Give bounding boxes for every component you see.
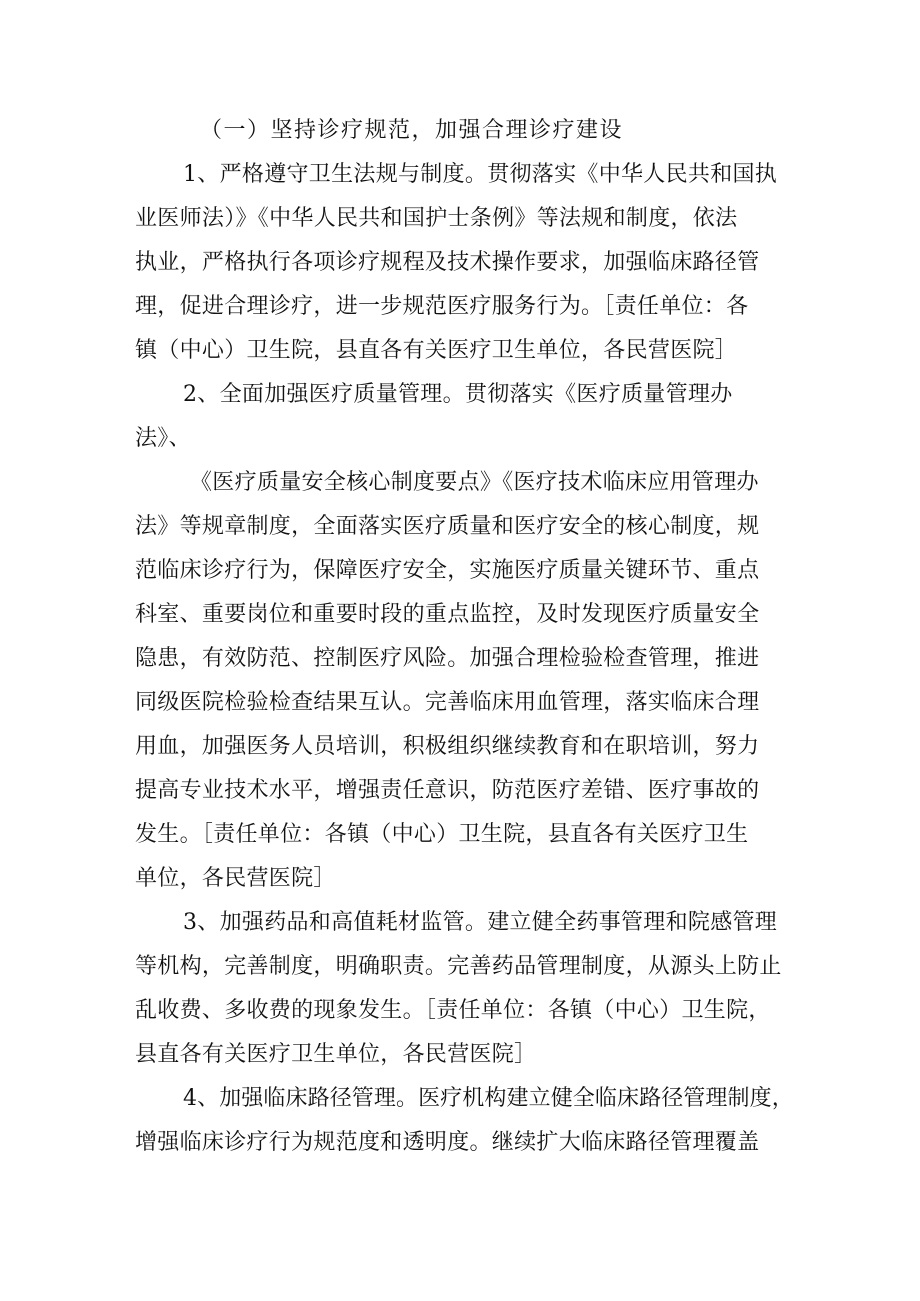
item-3-first-line — [183, 908, 777, 938]
paragraph-line: 增强临床诊疗行为规范度和透明度。继续扩大临床路径管理覆盖 — [135, 1130, 760, 1155]
paragraph-line: 县直各有关医疗卫生单位，各民营医院］ — [135, 1042, 537, 1067]
paragraph-line: 发生。［责任单位：各镇（中心）卫生院，县直各有关医疗卫生 — [135, 822, 749, 847]
paragraph-line: 《医疗质量安全核心制度要点》《医疗技术临床应用管理办 — [190, 470, 759, 495]
paragraph-line: 执业，严格执行各项诊疗规程及技术操作要求，加强临床路径管 — [135, 250, 760, 275]
item-2-first-line — [183, 380, 733, 410]
paragraph-line: 用血，加强医务人员培训，积极组织继续教育和在职培训，努力 — [135, 734, 760, 759]
item-1-first-line — [183, 160, 777, 190]
paragraph-line: 法》等规章制度，全面落实医疗质量和医疗安全的核心制度，规 — [135, 514, 760, 539]
item-number: 1、 — [183, 162, 220, 187]
paragraph-line: 范临床诊疗行为，保障医疗安全，实施医疗质量关键环节、重点 — [135, 558, 760, 583]
item-text: 加强药品和高值耗材监管。建立健全药事管理和院感管理 — [219, 910, 778, 935]
paragraph-line: 科室、重要岗位和重要时段的重点监控，及时发现医疗质量安全 — [135, 602, 760, 627]
paragraph-line: 隐患，有效防范、控制医疗风险。加强合理检验检查管理，推进 — [135, 646, 760, 671]
section-heading: （一）坚持诊疗规范，加强合理诊疗建设 — [200, 118, 624, 143]
item-number: 3、 — [183, 910, 220, 935]
paragraph-line: 提高专业技术水平，增强责任意识，防范医疗差错、医疗事故的 — [135, 778, 760, 803]
item-number: 4、 — [183, 1086, 220, 1111]
item-number: 2、 — [183, 382, 220, 407]
paragraph-line: 同级医院检验检查结果互认。完善临床用血管理，落实临床合理 — [135, 690, 760, 715]
paragraph-line: 等机构，完善制度，明确职责。完善药品管理制度，从源头上防止 — [135, 954, 782, 979]
item-text: 加强临床路径管理。医疗机构建立健全临床路径管理制度， — [219, 1086, 794, 1111]
item-text: 严格遵守卫生法规与制度。贯彻落实《中华人民共和国执 — [219, 162, 778, 187]
item-4-first-line — [183, 1084, 794, 1114]
paragraph-line: 乱收费、多收费的现象发生。［责任单位：各镇（中心）卫生院， — [135, 998, 771, 1023]
paragraph-line: 业医师法）》《中华人民共和国护士条例》等法规和制度，依法 — [135, 206, 738, 231]
paragraph-line: 镇（中心）卫生院，县直各有关医疗卫生单位，各民营医院］ — [135, 338, 738, 363]
item-text: 全面加强医疗质量管理。贯彻落实《医疗质量管理办 — [219, 382, 733, 407]
paragraph-line: 单位，各民营医院］ — [135, 866, 336, 891]
paragraph-line: 理，促进合理诊疗，进一步规范医疗服务行为。［责任单位：各 — [135, 294, 749, 319]
paragraph-line: 法》、 — [135, 426, 191, 451]
